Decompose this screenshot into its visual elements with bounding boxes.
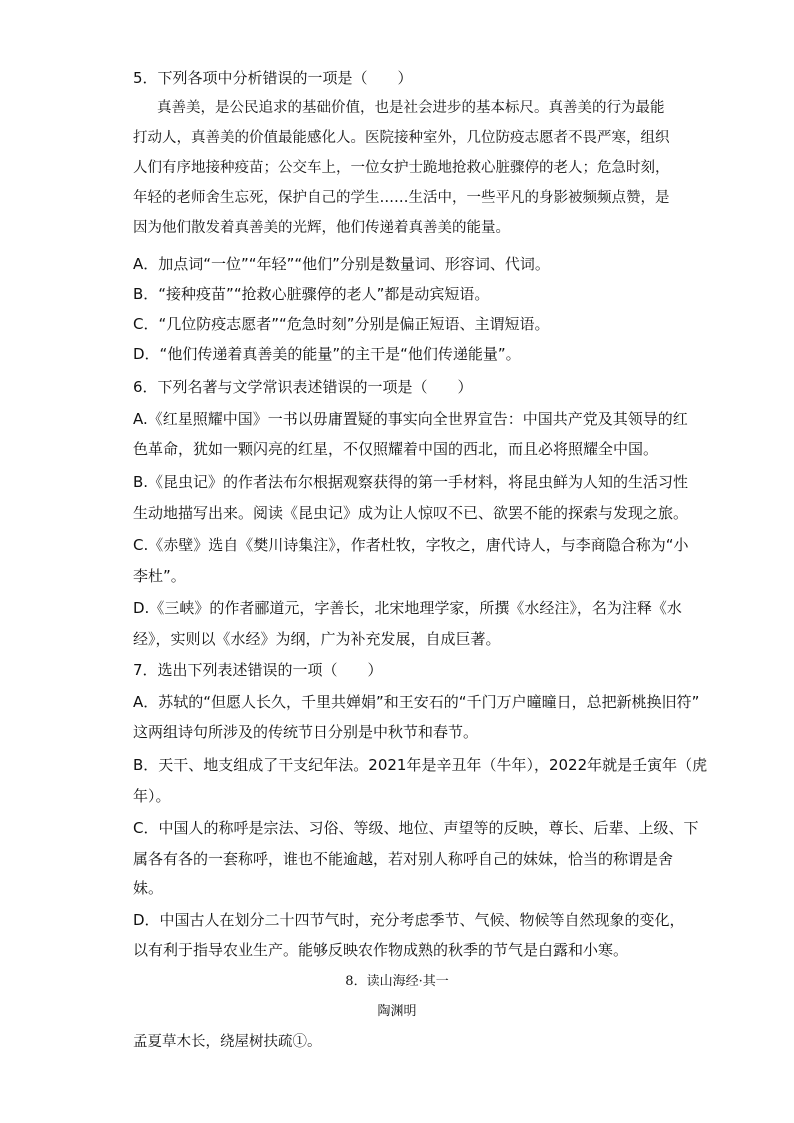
q7-stem: 7．选出下列表述错误的一项（ ） [133, 661, 383, 679]
q8-poem-title: 8．读山海经·其一 [345, 974, 449, 989]
q6-line-7: D.《三峡》的作者郦道元，字善长，北宋地理学家，所撰《水经注》，名为注释《水 [133, 599, 682, 617]
q5-passage-line-2: 打动人，真善美的价值最能感化人。医院接种室外，几位防疫志愿者不畏严寒，组织 [133, 130, 670, 146]
q6-line-6: 李杜”。 [133, 567, 186, 585]
q5-passage-line-3: 人们有序地接种疫苗；公交车上，一位女护士跪地抢救心脏骤停的老人；危急时刻， [133, 160, 670, 176]
q5-passage-line-4: 年轻的老师舍生忘死，保护自己的学生……生活中，一些平凡的身影被频频点赞，是 [133, 190, 670, 206]
q7-line-5: C．中国人的称呼是宗法、习俗、等级、地位、声望等的反映，尊长、后辈、上级、下 [133, 819, 699, 837]
q5-option-a: A．加点词“一位”“年轻”“他们”分别是数量词、形容词、代词。 [133, 255, 550, 273]
q6-line-5: C.《赤壁》选自《樊川诗集注》，作者杜牧，字牧之，唐代诗人，与李商隐合称为“小 [133, 536, 689, 554]
q7-line-9: 以有利于指导农业生产。能够反映农作物成熟的秋季的节气是白露和小寒。 [133, 941, 629, 959]
q6-line-8: 经》，实则以《水经》为纲，广为补充发展，自成巨著。 [133, 630, 501, 648]
q7-line-3: B．天干、地支组成了干支纪年法。2021年是辛丑年（牛年），2022年就是壬寅年（虎 [133, 756, 708, 774]
q6-stem: 6．下列名著与文学常识表述错误的一项是（ ） [133, 378, 473, 396]
q5-passage-line-1: 真善美，是公民追求的基础价值，也是社会进步的基本标尺。真善美的行为最能 [157, 100, 665, 116]
q7-line-6: 属各有各的一套称呼，谁也不能逾越，若对别人称呼自己的妹妹，恰当的称谓是舍 [133, 850, 674, 868]
q7-line-4: 年）。 [133, 787, 171, 805]
q8-poem-first-line: 孟夏草木长，绕屋树扶疏①。 [133, 1034, 322, 1050]
q8-poem-author: 陶渊明 [377, 1004, 417, 1019]
q5-stem: 5．下列各项中分析错误的一项是（ ） [133, 69, 413, 87]
q6-line-1: A.《红星照耀中国》一书以毋庸置疑的事实向全世界宣告：中国共产党及其领导的红 [133, 410, 688, 428]
q6-line-3: B.《昆虫记》的作者法布尔根据观察获得的第一手材料，将昆虫鲜为人知的生活习性 [133, 473, 689, 491]
q5-option-b: B．“接种疫苗”“抢救心脏骤停的老人”都是动宾短语。 [133, 285, 490, 303]
q5-passage-line-5: 因为他们散发着真善美的光辉，他们传递着真善美的能量。 [133, 220, 510, 236]
q7-line-2: 这两组诗句所涉及的传统节日分别是中秋节和春节。 [133, 723, 479, 741]
q7-line-1: A．苏轼的“但愿人长久，千里共婵娟”和王安石的“千门万户曈曈日，总把新桃换旧符” [133, 693, 700, 711]
q7-line-7: 妹。 [133, 879, 164, 897]
q5-option-c: C．“几位防疫志愿者”“危急时刻”分别是偏正短语、主谓短语。 [133, 315, 550, 333]
q7-line-8: D．中国古人在划分二十四节气时，充分考虑季节、气候、物候等自然现象的变化， [133, 911, 685, 929]
q5-option-d: D．“他们传递着真善美的能量”的主干是“他们传递能量”。 [133, 345, 521, 363]
q6-line-2: 色革命，犹如一颗闪亮的红星，不仅照耀着中国的西北，而且必将照耀全中国。 [133, 440, 659, 458]
q6-line-4: 生动地描写出来。阅读《昆虫记》成为让人惊叹不已、欲罢不能的探索与发现之旅。 [133, 504, 689, 522]
